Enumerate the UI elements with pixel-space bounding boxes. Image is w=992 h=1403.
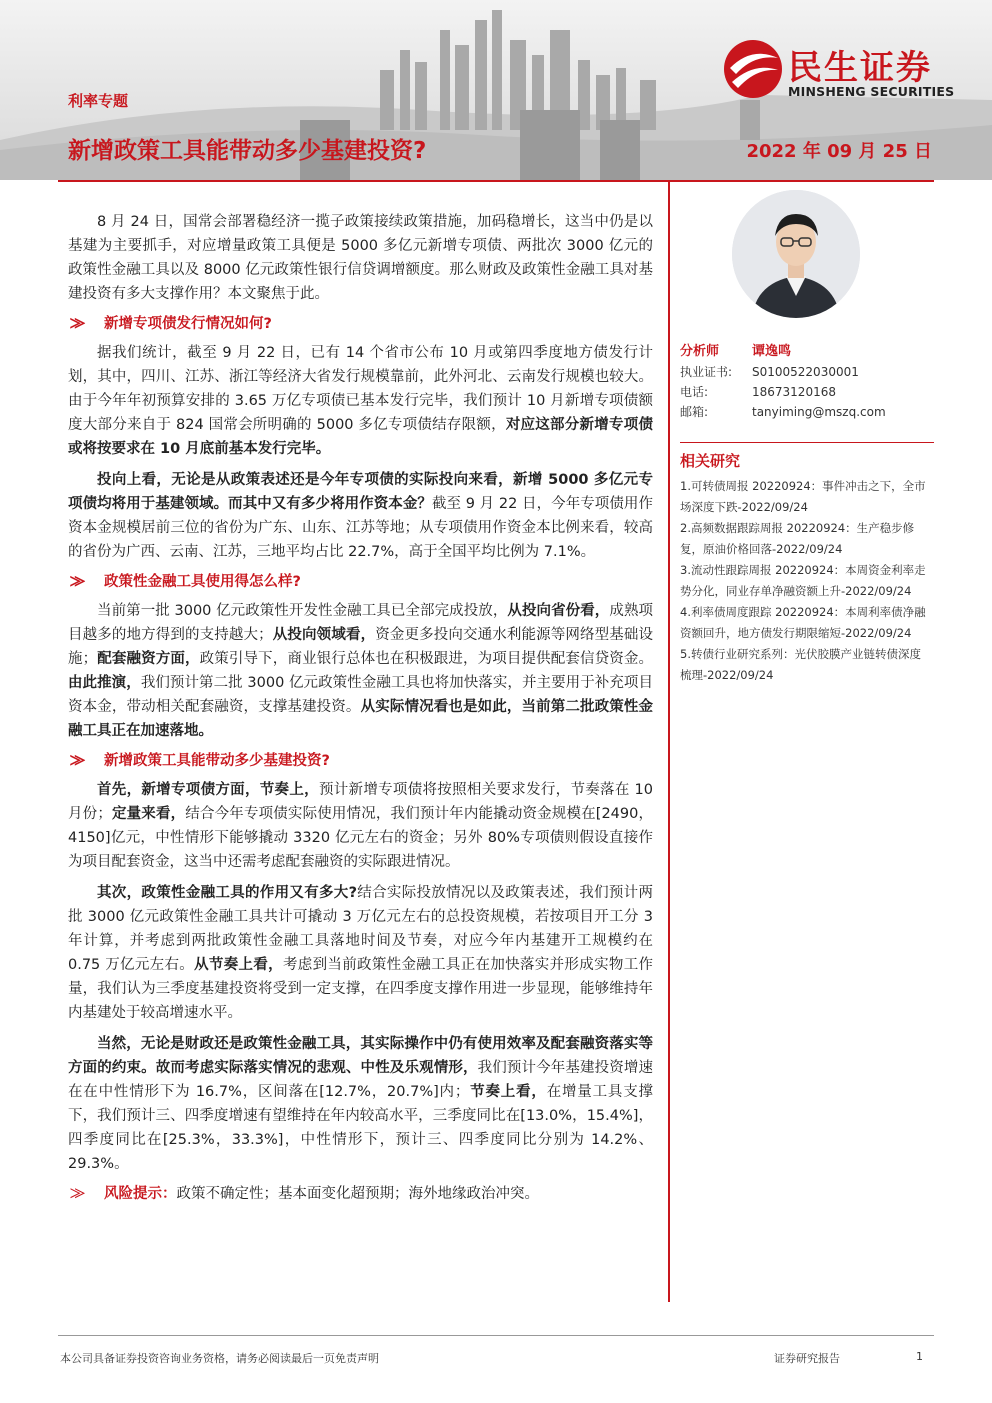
related-research-list xyxy=(680,476,930,686)
bold-text: 从节奏上看， xyxy=(194,957,283,973)
cert-label: 执业证书: xyxy=(680,365,733,379)
analyst-info xyxy=(680,342,935,422)
text: 我们预计今年基建投资增速在在中性情形下为 16.7%，区间落在[12.7%，20.7%]内； xyxy=(68,1060,654,1100)
risk-label: 风险提示： xyxy=(104,1186,177,1202)
cert-value: S0100522030001 xyxy=(752,365,859,379)
section-heading-special-bonds xyxy=(68,313,653,335)
paragraph xyxy=(68,599,653,743)
analyst-phone-row xyxy=(680,382,935,402)
analyst-avatar xyxy=(732,190,860,318)
related-research-item[interactable]: 1.可转债周报 20220924：事件冲击之下，全市场深度下跌-2022/09/24 xyxy=(680,479,926,514)
bold-text: 节奏上看， xyxy=(469,1084,547,1100)
paragraph xyxy=(68,778,653,874)
risk-warning xyxy=(68,1183,653,1205)
text: 资金更多投向交通水利能源等网络型基础设施； xyxy=(68,627,654,667)
bold-text: 从实际情况看也是如此，当前第二批政策性金融工具正在加速落地。 xyxy=(68,699,653,739)
text: 政策引导下，商业银行总体也在积极跟进，为项目提供配套信贷资金。 xyxy=(199,651,654,667)
bold-text: 配套融资方面， xyxy=(97,651,200,667)
minsheng-swoosh-logo-icon xyxy=(722,38,784,100)
text: 我们预计第二批 3000 亿元政策性金融工具也将加快落实，并主要用于补充项目资本金，带动相关配套融资，支撑基建投资。 xyxy=(68,675,653,715)
text: 结合今年专项债实际使用情况，我们预计年内能撬动资金规模在[2490，4150]亿元，中性情形下能够撬动 3320 亿元左右的资金；另外 80%专项债则假设直接作为项目配套资金，这当中还需考虑配套融资的实际跟进情况。 xyxy=(68,806,654,870)
text: 据我们统计，截至 9 月 22 日，已有 14 个省市公布 10 月或第四季度地方债发行计划，其中，四川、江苏、浙江等经济大省发行规模靠前，此外河北、云南发行规模也较大。由于今年年初预算安排的 3.65 万亿专项债已基本发行完毕，我们预计 10 月新增专项债额度大部分来自于 824 国常会所明确的 5000 多亿专项债结存限额， xyxy=(68,345,653,433)
related-research-item[interactable]: 4.利率债周度跟踪 20220924：本周利率债净融资额回升，地方债发行期限缩短-2022/09/24 xyxy=(680,605,926,640)
sidebar-divider xyxy=(680,442,934,443)
chevron-right-icon: ⨠ xyxy=(70,316,86,331)
report-title: 新增政策工具能带动多少基建投资? xyxy=(68,138,427,164)
related-research-title: 相关研究 xyxy=(680,452,741,470)
section-heading-infrastructure xyxy=(68,750,653,772)
bold-text: 投向上看，无论是从政策表述还是今年专项债的实际投向来看，新增 5000 多亿元专项债均将用于基建领域。而其中又有多少将用作资本金？ xyxy=(68,472,653,512)
text: 截至 9 月 22 日，今年专项债用作资本金规模居前三位的省份为广东、山东、江苏等地；从专项债用作资金本比例来看，较高的省份为广西、云南、江苏，三地平均占比 22.7%，高于全国平均比例为 7.1%。 xyxy=(68,496,653,560)
bold-text: 首先，新增专项债方面，节奏上， xyxy=(97,782,319,798)
bold-text: 定量来看， xyxy=(111,806,186,822)
header-divider xyxy=(58,180,934,182)
section-heading-policy-tools xyxy=(68,571,653,593)
paragraph xyxy=(68,1032,653,1176)
bold-text: 从投向领域看， xyxy=(272,627,376,643)
text: 考虑到当前政策性金融工具正在加快落实并形成实物工作量，我们认为三季度基建投资将受到一定支撑，在四季度支撑作用进一步显现，能够维持年内基建处于较高增速水平。 xyxy=(68,957,654,1021)
logo-name-cn: 民生证券 xyxy=(788,48,932,88)
footer-disclaimer: 本公司具备证券投资咨询业务资格，请务必阅读最后一页免责声明 xyxy=(60,1352,379,1365)
email-label: 邮箱: xyxy=(680,405,709,419)
section-title: 新增专项债发行情况如何? xyxy=(104,316,272,332)
chevron-right-icon: ⨠ xyxy=(70,753,86,768)
page-number: 1 xyxy=(916,1350,923,1363)
bold-text: 其次，政策性金融工具的作用又有多大? xyxy=(97,885,357,901)
text: 当前第一批 3000 亿元政策性开发性金融工具已全部完成投放， xyxy=(97,603,508,619)
minsheng-logo xyxy=(722,38,972,108)
bold-text: 从投向省份看， xyxy=(507,603,610,619)
analyst-cert-row xyxy=(680,362,935,382)
analyst-name: 谭逸鸣 xyxy=(752,344,792,359)
chevron-right-icon: ⨠ xyxy=(70,574,86,589)
text: 结合实际投放情况以及政策表述，我们预计两批 3000 亿元政策性金融工具共计可撬动 3 万亿元左右的总投资规模，若按项目开工分 3 年计算，并考虑到两批政策性金融工具落地时间及节奏，对应今年内基建开工规模约在 0.75 万亿元左右。 xyxy=(68,885,653,973)
phone-value: 18673120168 xyxy=(752,385,836,399)
phone-label: 电话: xyxy=(680,385,709,399)
text: 在增量工具支撑下，我们预计三、四季度增速有望维持在年内较高水平，三季度同比在[13.0%，15.4%]，四季度同比在[25.3%，33.3%]，中性情形下，预计三、四季度同比分别为 14.2%、29.3%。 xyxy=(68,1084,654,1172)
chevron-right-icon: ⨠ xyxy=(70,1186,86,1201)
analyst-role-label: 分析师 xyxy=(680,344,720,359)
logo-name-en: MINSHENG SECURITIES xyxy=(788,84,955,99)
column-divider xyxy=(668,182,670,1302)
email-link[interactable]: tanyiming@mszq.com xyxy=(752,405,886,419)
text: 预计新增专项债将按照相关要求发行，节奏落在 10 月份； xyxy=(68,782,653,822)
analyst-email-row xyxy=(680,402,935,422)
related-research-item[interactable]: 3.流动性跟踪周报 20220924：本周资金利率走势分化，同业存单净融资额上升-2022/09/24 xyxy=(680,563,926,598)
footer-doc-type: 证券研究报告 xyxy=(774,1352,840,1365)
paragraph xyxy=(68,341,653,461)
intro-text: 8 月 24 日，国常会部署稳经济一揽子政策接续政策措施，加码稳增长，这当中仍是以基建为主要抓手，对应增量政策工具便是 5000 多亿元新增专项债、两批次 3000 亿元的政策性金融工具以及 8000 亿元政策性银行信贷调增额度。那么财政及政策性金融工具对基建投资有多大支撑作用？本文聚焦于此。 xyxy=(68,214,653,302)
main-content xyxy=(68,210,653,1211)
intro-paragraph xyxy=(68,210,653,306)
related-research-item[interactable]: 5.转债行业研究系列：光伏胶膜产业链转债深度梳理-2022/09/24 xyxy=(680,647,921,682)
analyst-name-row xyxy=(680,342,935,362)
report-topic: 利率专题 xyxy=(68,92,129,110)
analyst-portrait-icon xyxy=(732,190,860,318)
section-title: 政策性金融工具使用得怎么样? xyxy=(104,574,301,590)
section-title: 新增政策工具能带动多少基建投资? xyxy=(104,753,330,769)
bold-text: 由此推演， xyxy=(68,675,141,691)
header-banner xyxy=(0,0,992,180)
bold-text: 对应这部分新增专项债或将按要求在 10 月底前基本发行完毕。 xyxy=(68,417,653,457)
footer-divider xyxy=(58,1335,934,1336)
risk-text: 政策不确定性；基本面变化超预期；海外地缘政治冲突。 xyxy=(176,1186,539,1202)
paragraph xyxy=(68,468,653,564)
report-date: 2022 年 09 月 25 日 xyxy=(746,141,932,162)
paragraph xyxy=(68,881,653,1025)
related-research-item[interactable]: 2.高频数据跟踪周报 20220924：生产稳步修复，原油价格回落-2022/09/24 xyxy=(680,521,915,556)
text: 成熟项目越多的地方得到的支持越大； xyxy=(68,603,654,643)
bold-text: 当然，无论是财政还是政策性金融工具，其实际操作中仍有使用效率及配套融资落实等方面的约束。故而考虑实际落实情况的悲观、中性及乐观情形， xyxy=(68,1036,653,1076)
